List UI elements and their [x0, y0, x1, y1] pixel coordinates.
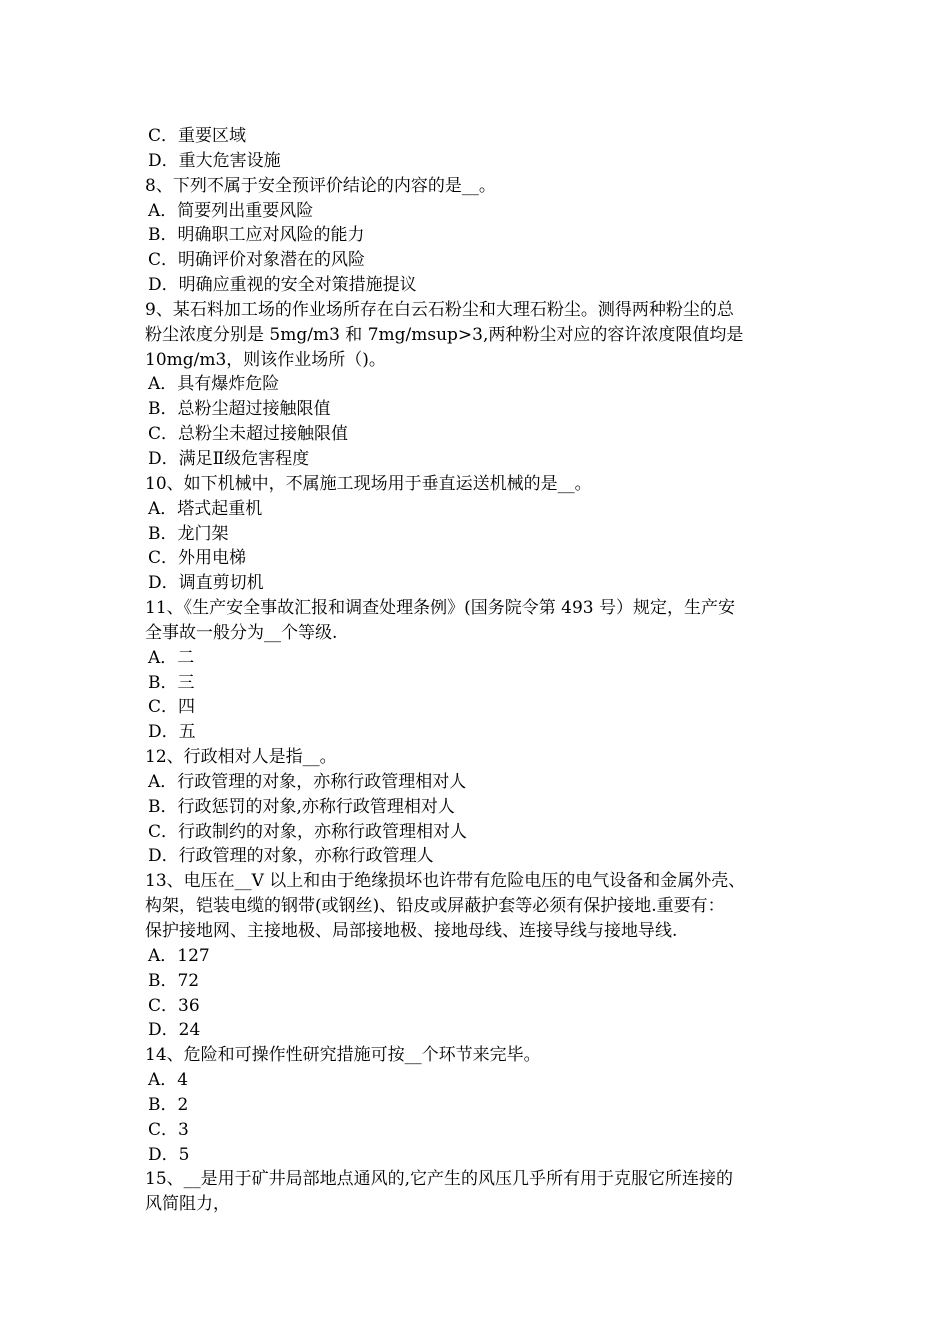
- question-text: 粉尘浓度分别是 5mg/m3 和 7mg/msup>3,两种粉尘对应的容许浓度限值均是: [145, 324, 744, 345]
- question-text: 构架，铠装电缆的钢带(或钢丝)、铅皮或屏蔽护套等必须有保护接地.重要有：: [145, 896, 725, 917]
- question-text: 14、危险和可操作性研究措施可按__个环节来完毕。: [145, 1045, 541, 1066]
- answer-option: C．外用电梯: [148, 548, 247, 569]
- question-text: 8、下列不属于安全预评价结论的内容的是__。: [145, 175, 496, 196]
- answer-option: D．重大危害设施: [148, 150, 281, 171]
- answer-option: B．总粉尘超过接触限值: [148, 399, 331, 420]
- answer-option: D．5: [148, 1144, 190, 1165]
- question-text: 全事故一般分为__个等级.: [145, 622, 338, 643]
- answer-option: D．行政管理的对象，亦称行政管理人: [148, 846, 434, 867]
- answer-option: D．满足Ⅱ级危害程度: [148, 448, 310, 469]
- answer-option: B．三: [148, 672, 195, 693]
- answer-option: D．明确应重视的安全对策措施提议: [148, 275, 417, 296]
- answer-option: C．36: [148, 995, 200, 1016]
- answer-option: C．行政制约的对象，亦称行政管理相对人: [148, 821, 468, 842]
- answer-option: C．四: [148, 697, 196, 718]
- question-text: 9、某石料加工场的作业场所存在白云石粉尘和大理石粉尘。测得两种粉尘的总: [145, 299, 734, 320]
- question-text: 13、电压在__V 以上和由于绝缘损坏也许带有危险电压的电气设备和金属外壳、: [145, 871, 746, 892]
- answer-option: D．24: [148, 1020, 201, 1041]
- answer-option: D．调直剪切机: [148, 573, 264, 594]
- answer-option: B．龙门架: [148, 523, 229, 544]
- answer-option: C．3: [148, 1119, 189, 1140]
- answer-option: C．重要区域: [148, 126, 247, 146]
- answer-option: A．行政管理的对象，亦称行政管理相对人: [148, 771, 467, 792]
- question-text: 保护接地网、主接地极、局部接地极、接地母线、连接导线与接地导线.: [145, 921, 678, 941]
- answer-option: B．2: [148, 1094, 189, 1115]
- answer-option: A．塔式起重机: [148, 498, 263, 519]
- answer-option: B．明确职工应对风险的能力: [148, 225, 365, 246]
- answer-option: A．简要列出重要风险: [148, 200, 314, 221]
- answer-option: A．二: [148, 647, 195, 668]
- question-text: 风简阻力，: [145, 1194, 230, 1215]
- question-text: 10、如下机械中，不属施工现场用于垂直运送机械的是__。: [145, 473, 592, 494]
- answer-option: B．72: [148, 970, 200, 991]
- question-text: 12、行政相对人是指__。: [145, 747, 337, 768]
- answer-option: A．127: [148, 945, 210, 966]
- answer-option: C．总粉尘未超过接触限值: [148, 424, 349, 445]
- exam-content: [145, 124, 815, 1217]
- question-text: 15、__是用于矿井局部地点通风的,它产生的风压几乎所有用于克服它所连接的: [145, 1169, 734, 1190]
- answer-option: A．4: [148, 1070, 189, 1091]
- answer-option: B．行政惩罚的对象,亦称行政管理相对人: [148, 796, 455, 817]
- answer-option: D．五: [148, 722, 196, 743]
- answer-option: C．明确评价对象潜在的风险: [148, 250, 366, 271]
- question-text: 11、《生产安全事故汇报和调查处理条例》(国务院令第 493 号）规定，生产安: [145, 598, 736, 619]
- answer-option: A．具有爆炸危险: [148, 374, 280, 395]
- question-text: 10mg/m3，则该作业场所（)。: [145, 349, 386, 370]
